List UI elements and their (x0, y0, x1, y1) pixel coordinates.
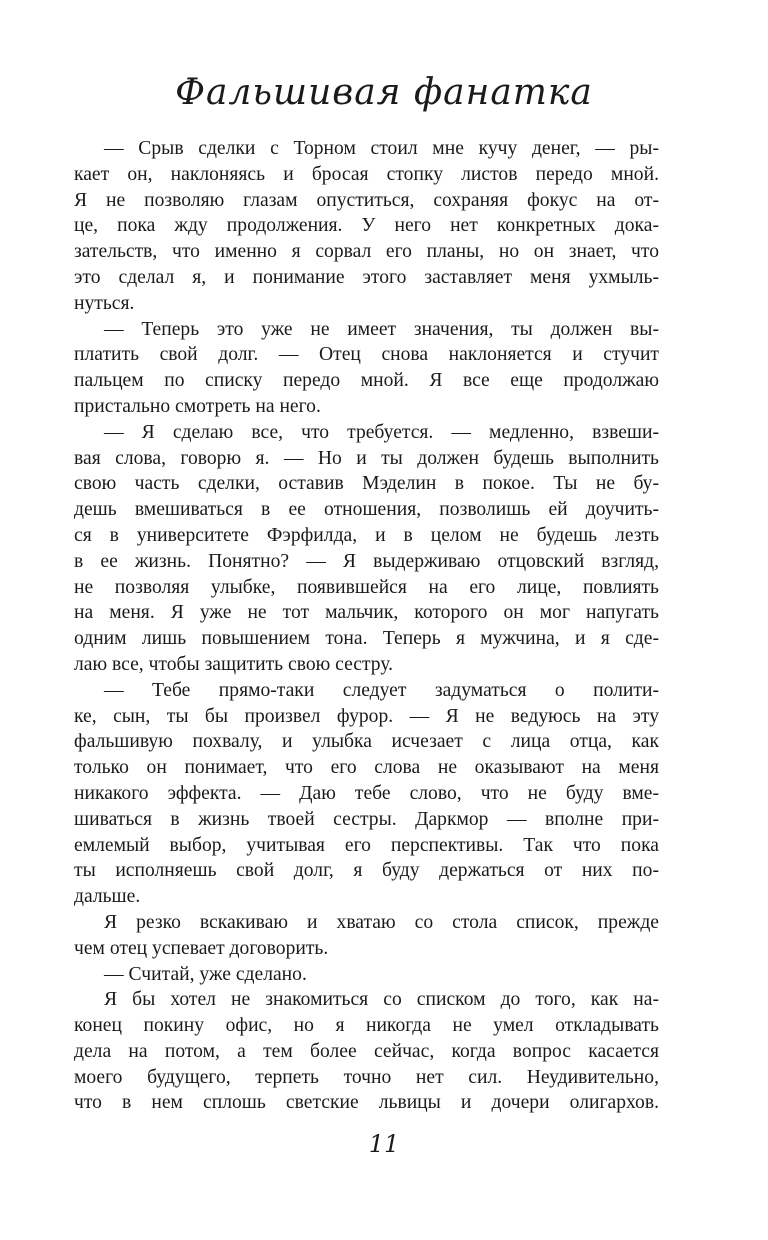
text-line: в ее жизнь. Понятно? — Я выдерживаю отцовский взгляд, (74, 550, 659, 572)
page-number: 11 (368, 1130, 400, 1158)
text-line: ке, сын, ты бы произвел фурор. — Я не ведуюсь на эту (74, 705, 659, 727)
text-line: зательств, что именно я сорвал его планы, но он знает, что (74, 241, 659, 263)
text-line: это сделал я, и понимание этого заставляет меня ухмыль- (74, 266, 659, 288)
running-header-title: Фальшивая фанатка (175, 72, 593, 113)
text-line: чем отец успевает договорить. (74, 937, 329, 959)
text-line: свою часть сделки, оставив Мэделин в покое. Ты не бу- (74, 473, 659, 495)
text-line: пальцем по списку передо мной. Я все еще продолжаю (74, 370, 659, 392)
text-line: что в нем сплошь светские львицы и дочери олигархов. (74, 1092, 659, 1114)
text-line: не позволяя улыбке, появившейся на его лице, повлиять (74, 576, 659, 598)
text-line: дешь вмешиваться в ее отношения, позволишь ей доучить- (74, 499, 659, 521)
text-line: — Срыв сделки с Торном стоил мне кучу денег, — ры- (104, 138, 659, 159)
text-line: — Я сделаю все, что требуется. — медленно, взвеши- (104, 421, 659, 443)
text-line: Я бы хотел не знакомиться со списком до того, как на- (104, 989, 659, 1011)
text-line: це, пока жду продолжения. У него нет конкретных дока- (74, 215, 659, 237)
text-line: никакого эффекта. — Даю тебе слово, что не буду вме- (74, 782, 659, 804)
text-line: — Теперь это уже не имеет значения, ты должен вы- (104, 318, 659, 340)
text-line: нуться. (74, 292, 135, 314)
text-line: одним лишь повышением тона. Теперь я мужчина, и я сде- (74, 628, 659, 650)
text-line: на меня. Я уже не тот мальчик, которого он мог напугать (74, 602, 659, 624)
text-line: кает он, наклоняясь и бросая стопку листов передо мной. (74, 163, 659, 185)
text-line: пристально смотреть на него. (74, 395, 321, 417)
text-line: емлемый выбор, учитывая его перспективы. Так что пока (74, 834, 659, 856)
text-line: — Тебе прямо-таки следует задуматься о полити- (104, 679, 659, 701)
text-line: ты исполняешь свой долг, я буду держаться от них по- (74, 860, 659, 882)
text-line: фальшивую похвалу, и улыбка исчезает с лица отца, как (74, 731, 659, 753)
text-line: моего будущего, терпеть точно нет сил. Неудивительно, (74, 1066, 659, 1088)
text-line: платить свой долг. — Отец снова наклоняется и стучит (74, 344, 659, 366)
text-line: только он понимает, что его слова не оказывают на меня (74, 757, 659, 779)
text-line: дела на потом, а тем более сейчас, когда вопрос касается (74, 1040, 659, 1062)
text-line: конец покину офис, но я никогда не умел откладывать (74, 1015, 659, 1037)
text-line: Я резко вскакиваю и хватаю со стола список, прежде (104, 911, 659, 933)
text-line: дальше. (74, 886, 141, 908)
text-line: Я не позволяю глазам опуститься, сохраняя фокус на от- (74, 189, 659, 211)
body-text (74, 136, 659, 1116)
text-line: лаю все, чтобы защитить свою сестру. (74, 653, 394, 675)
text-line: шиваться в жизнь твоей сестры. Даркмор — вполне при- (74, 808, 659, 830)
text-line: вая слова, говорю я. — Но и ты должен будешь выполнить (74, 447, 659, 469)
text-line: ся в университете Фэрфилда, и в целом не будешь лезть (74, 524, 659, 546)
text-line: — Считай, уже сделано. (104, 963, 307, 985)
